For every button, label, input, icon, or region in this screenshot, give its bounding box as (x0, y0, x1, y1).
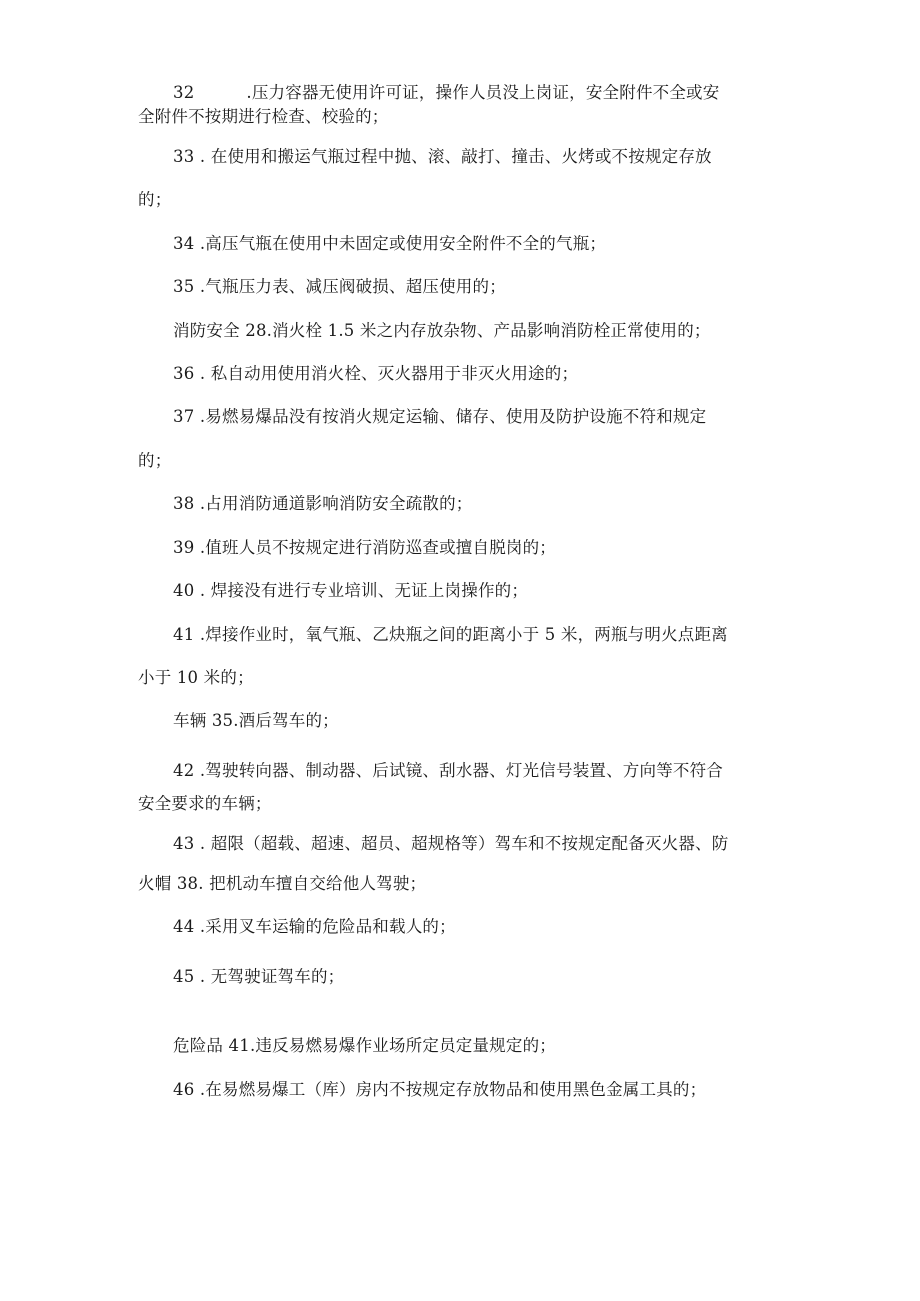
item-number: 44 (173, 917, 195, 936)
item-text: .高压气瓶在使用中未固定或使用安全附件不全的气瓶； (194, 234, 607, 253)
item-text: . 无驾驶证驾车的； (194, 967, 345, 986)
item-39 (173, 537, 920, 559)
item-41-line-1 (173, 624, 920, 646)
item-text: .压力容器无使用许可证，操作人员没上岗证，安全附件不全或安 (246, 83, 720, 102)
item-number: 38 (173, 494, 195, 513)
item-text: 安全要求的车辆； (138, 794, 272, 813)
item-number: 32 (173, 83, 195, 102)
item-43-line-2 (138, 873, 920, 895)
item-46 (173, 1079, 920, 1101)
item-text: .采用叉车运输的危险品和载人的； (194, 917, 456, 936)
item-text: 火帽 38. 把机动车擅自交给他人驾驶； (138, 874, 427, 893)
item-42-line-2 (138, 793, 920, 815)
item-32-line-1 (173, 82, 920, 104)
item-40 (173, 580, 920, 602)
item-text: . 在使用和搬运气瓶过程中抛、滚、敲打、撞击、火烤或不按规定存放 (194, 147, 712, 166)
item-number: 39 (173, 538, 195, 557)
item-38 (173, 493, 920, 515)
item-number: 35 (173, 277, 195, 296)
item-number: 43 (173, 834, 195, 853)
item-34 (173, 233, 920, 255)
item-text: 的； (138, 451, 172, 470)
section-hazardous-materials (173, 1035, 920, 1057)
item-number: 34 (173, 234, 195, 253)
item-37-line-2 (138, 450, 920, 472)
item-text: 小于 10 米的； (138, 668, 254, 687)
item-number: 37 (173, 407, 195, 426)
item-33-line-2 (138, 189, 920, 211)
item-text: . 私自动用使用消火栓、灭火器用于非灭火用途的； (194, 364, 579, 383)
item-text: .易燃易爆品没有按消火规定运输、储存、使用及防护设施不符和规定 (194, 407, 707, 426)
item-text: .占用消防通道影响消防安全疏散的； (194, 494, 473, 513)
item-number: 33 (173, 147, 195, 166)
item-41-line-2 (138, 667, 920, 689)
item-number: 45 (173, 967, 195, 986)
item-text: 消防安全 28.消火栓 1.5 米之内存放杂物、产品影响消防栓正常使用的； (173, 321, 711, 340)
item-number: 40 (173, 581, 195, 600)
item-text: 车辆 35.酒后驾车的； (173, 711, 339, 730)
item-number: 42 (173, 761, 195, 780)
item-text: . 超限（超载、超速、超员、超规格等）驾车和不按规定配备灭火器、防 (194, 834, 729, 853)
item-number: 36 (173, 364, 195, 383)
section-fire-safety (173, 320, 920, 342)
item-42-line-1 (173, 760, 920, 782)
item-text: 危险品 41.违反易燃易爆作业场所定员定量规定的； (173, 1036, 556, 1055)
item-35 (173, 276, 920, 298)
item-text: .在易燃易爆工（库）房内不按规定存放物品和使用黑色金属工具的； (194, 1080, 707, 1099)
item-text: 的； (138, 190, 172, 209)
item-text: . 焊接没有进行专业培训、无证上岗操作的； (194, 581, 529, 600)
item-number: 46 (173, 1080, 195, 1099)
item-44 (173, 916, 920, 938)
section-vehicles (173, 710, 920, 732)
item-36 (173, 363, 920, 385)
item-43-line-1 (173, 833, 920, 855)
item-text: .焊接作业时，氧气瓶、乙炔瓶之间的距离小于 5 米，两瓶与明火点距离 (194, 625, 728, 644)
item-37-line-1 (173, 406, 920, 428)
item-32-line-2 (138, 106, 920, 128)
item-text: .驾驶转向器、制动器、后试镜、刮水器、灯光信号装置、方向等不符合 (194, 761, 723, 780)
item-text: .气瓶压力表、减压阀破损、超压使用的； (194, 277, 506, 296)
item-text: .值班人员不按规定进行消防巡查或擅自脱岗的； (194, 538, 556, 557)
item-33-line-1 (173, 146, 920, 168)
item-text: 全附件不按期进行检查、校验的； (138, 107, 389, 126)
item-45 (173, 966, 920, 988)
item-number: 41 (173, 625, 195, 644)
